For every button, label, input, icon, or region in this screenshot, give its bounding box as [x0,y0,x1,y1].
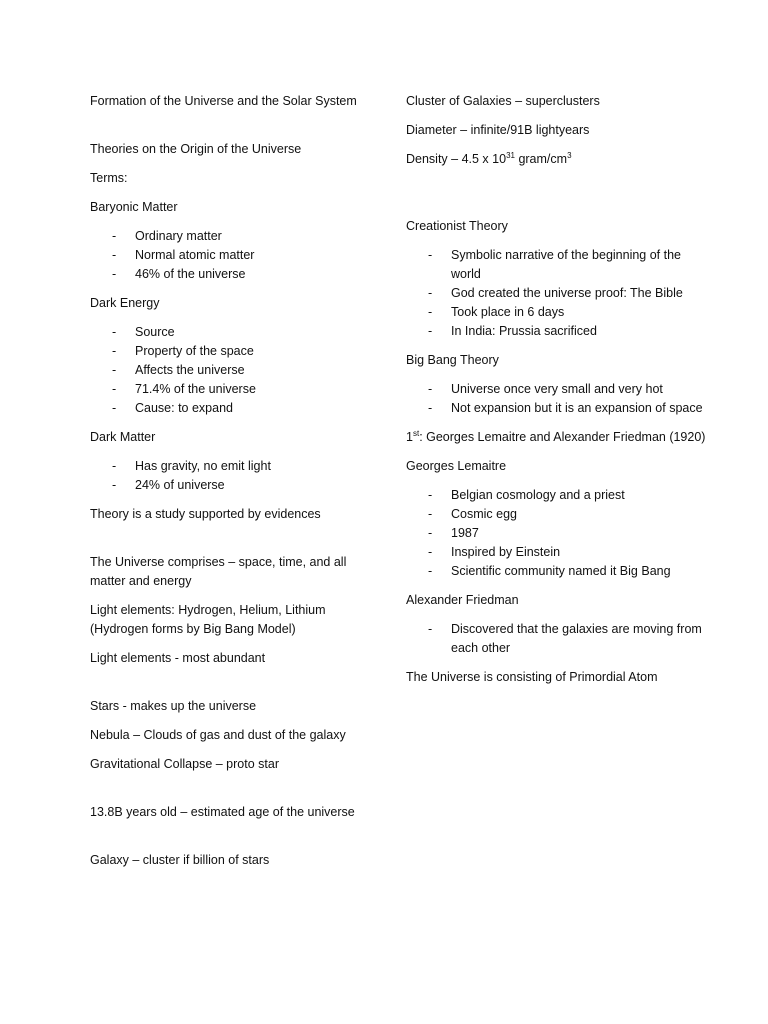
list-item [406,524,706,543]
density-prefix: Density – 4.5 x 10 [406,152,507,166]
dash-bullet: - [428,507,433,521]
theories-heading: Theories on the Origin of the Universe [90,142,302,156]
gravitational-collapse-note: Gravitational Collapse – proto star [90,757,279,771]
list-item [90,380,385,399]
dash-bullet: - [428,545,433,559]
list-item [406,284,706,303]
dash-bullet: - [428,286,433,300]
dash-bullet: - [428,324,433,338]
dash-bullet: - [428,305,433,319]
big-bang-list [406,380,706,418]
friedman-heading: Alexander Friedman [406,593,519,607]
big-bang-heading: Big Bang Theory [406,353,499,367]
creationist-list [406,246,706,341]
list-item-text: Cosmic egg [451,507,517,521]
list-item [406,322,706,341]
cluster-note: Cluster of Galaxies – superclusters [406,94,600,108]
light-elements-abundant: Light elements - most abundant [90,651,266,665]
list-item [406,246,706,284]
spacer [406,179,706,198]
dash-bullet: - [428,248,433,262]
terms-label: Terms: [90,171,128,185]
dash-bullet: - [428,526,433,540]
spacer [90,678,385,697]
list-item-text: Has gravity, no emit light [135,459,271,473]
dark-matter-heading: Dark Matter [90,430,156,444]
nebula-note: Nebula – Clouds of gas and dust of the galaxy [90,728,346,742]
list-item-text: God created the universe proof: The Bible [451,286,683,300]
dark-energy-list [90,323,385,418]
creationist-heading: Creationist Theory [406,219,508,233]
first-prefix: 1 [406,430,413,444]
dash-bullet: - [112,325,117,339]
list-item-text: Affects the universe [135,363,245,377]
list-item-text: Property of the space [135,344,254,358]
list-item [90,227,385,246]
list-item-text: Inspired by Einstein [451,545,561,559]
spacer [90,121,385,140]
list-item [90,323,385,342]
diameter-note: Diameter – infinite/91B lightyears [406,123,590,137]
left-column [90,92,385,880]
first-proponents-note [406,428,706,447]
dark-energy-heading: Dark Energy [90,296,160,310]
dash-bullet: - [112,344,117,358]
dash-bullet: - [428,564,433,578]
list-item [406,399,706,418]
list-item [90,246,385,265]
list-item-text: In India: Prussia sacrificed [451,324,597,338]
dash-bullet: - [428,488,433,502]
dark-matter-list [90,457,385,495]
list-item-text: 24% of universe [135,478,225,492]
list-item-text: Took place in 6 days [451,305,565,319]
universe-comprises: The Universe comprises – space, time, and all matter and energy [90,555,347,588]
density-unit-exponent: 3 [567,151,572,160]
light-elements: Light elements: Hydrogen, Helium, Lithium (Hydrogen forms by Big Bang Model) [90,603,326,636]
list-item-text: Belgian cosmology and a priest [451,488,625,502]
list-item-text: Symbolic narrative of the beginning of the world [451,248,681,281]
list-item [90,361,385,380]
dash-bullet: - [112,478,117,492]
galaxy-note: Galaxy – cluster if billion of stars [90,853,270,867]
lemaitre-list [406,486,706,581]
list-item-text: Cause: to expand [135,401,233,415]
dash-bullet: - [112,459,117,473]
stars-note: Stars - makes up the universe [90,699,257,713]
first-text: : Georges Lemaitre and Alexander Friedman (1920) [419,430,706,444]
list-item [406,303,706,322]
density-exponent: 31 [506,151,515,160]
list-item [90,457,385,476]
list-item-text: Not expansion but it is an expansion of space [451,401,703,415]
dash-bullet: - [112,382,117,396]
dash-bullet: - [428,622,433,636]
dash-bullet: - [428,382,433,396]
spacer [406,198,706,217]
density-note [406,150,706,169]
first-superscript: st [412,429,420,438]
spacer [90,832,385,851]
list-item-text: Ordinary matter [135,229,222,243]
list-item-text: Discovered that the galaxies are moving from each other [451,622,702,655]
dash-bullet: - [112,248,117,262]
spacer [90,534,385,553]
theory-definition: Theory is a study supported by evidences [90,507,321,521]
right-column [406,92,706,697]
universe-age-note: 13.8B years old – estimated age of the universe [90,805,355,819]
list-item-text: 71.4% of the universe [135,382,256,396]
list-item-text: Universe once very small and very hot [451,382,663,396]
list-item [90,476,385,495]
list-item [406,505,706,524]
primordial-atom-note: The Universe is consisting of Primordial Atom [406,670,658,684]
dash-bullet: - [112,267,117,281]
baryonic-list [90,227,385,284]
spacer [90,784,385,803]
list-item-text: 1987 [451,526,479,540]
dash-bullet: - [428,401,433,415]
baryonic-heading: Baryonic Matter [90,200,178,214]
list-item [406,620,706,658]
list-item [406,543,706,562]
list-item [406,486,706,505]
list-item-text: Normal atomic matter [135,248,255,262]
density-suffix: gram/cm [514,152,568,166]
list-item-text: 46% of the universe [135,267,246,281]
list-item [90,342,385,361]
dash-bullet: - [112,363,117,377]
lemaitre-heading: Georges Lemaitre [406,459,507,473]
list-item-text: Source [135,325,175,339]
list-item [406,380,706,399]
dash-bullet: - [112,229,117,243]
list-item [406,562,706,581]
friedman-list [406,620,706,658]
document-title: Formation of the Universe and the Solar System [90,94,357,108]
list-item-text: Scientific community named it Big Bang [451,564,671,578]
list-item [90,399,385,418]
list-item [90,265,385,284]
dash-bullet: - [112,401,117,415]
